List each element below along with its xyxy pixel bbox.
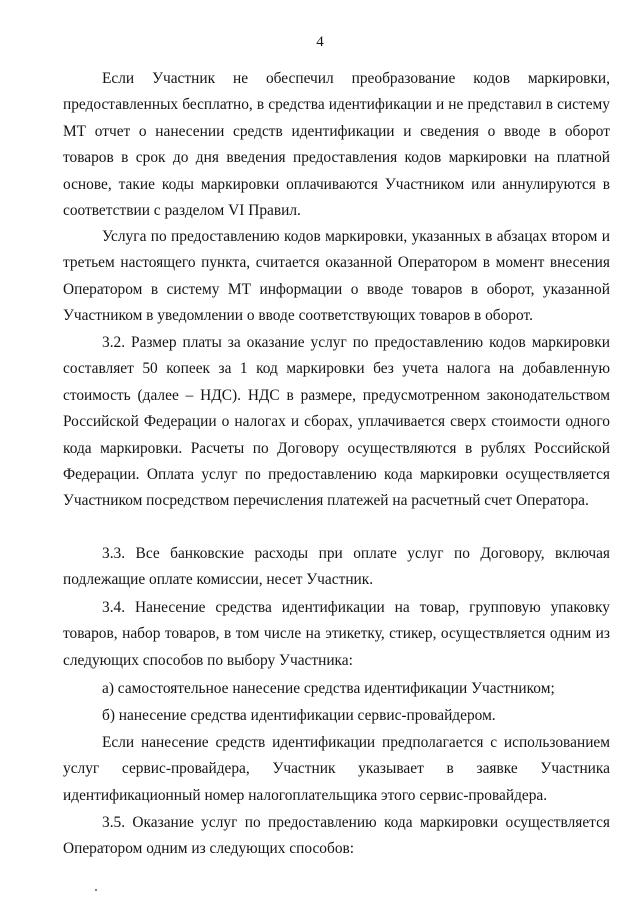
page-number: 4 [316,34,324,50]
list-item-a: а) самостоятельное нанесение средства идентификации Участником; [102,680,555,697]
scan-speck [95,889,97,891]
paragraph-3-4-application: 3.4. Нанесение средства идентификации на товар, групповую упаковку товаров, набор товаров, в том числе на этикетку, стикер, осуществляется одним из следующих способов по выбору Участника: [63,599,610,669]
paragraph-service-provider: Если нанесение средств идентификации предполагается с использованием услуг сервис-провайдера, Участник указывает в заявке Участника идентификационный номер налогоплательщика этого сервис-провайдера. [63,734,610,804]
paragraph-unpaid-codes: Если Участник не обеспечил преобразование кодов маркировки, предоставленных бесплатно, в средства идентификации и не представил в систему МТ отчет о нанесении средств идентификации и сведения о вводе в оборот товаров в срок до дня введения предоставления кодов маркировки на платной основе, такие коды маркировки оплачиваются Участником или аннулируются в соответствии с разделом VI Правил. [63,70,610,220]
paragraph-3-3-bank-costs: 3.3. Все банковские расходы при оплате услуг по Договору, включая подлежащие оплате комиссии, несет Участник. [63,545,610,589]
list-item-b: б) нанесение средства идентификации сервис-провайдером. [102,707,496,724]
paragraph-3-5-methods: 3.5. Оказание услуг по предоставлению кода маркировки осуществляется Оператором одним из следующих способов: [63,814,610,858]
paragraph-service-rendered: Услуга по предоставлению кодов маркировки, указанных в абзацах втором и третьем настоящего пункта, считается оказанной Оператором в момент внесения Оператором в систему МТ информации о вводе товаров в оборот, указанной Участником в уведомлении о вводе соответствующих товаров в оборот. [63,228,610,325]
paragraph-3-2-fee: 3.2. Размер платы за оказание услуг по предоставлению кодов маркировки составляет 50 копеек за 1 код маркировки без учета налога на добавленную стоимость (далее – НДС). НДС в размере, предусмотренном законодательством Российской Федерации о налогах и сборах, уплачивается сверх стоимости одного кода маркировки. Расчеты по Договору осуществляются в рублях Российской Федерации. Оплата услуг по предоставлению кода маркировки осуществляется Участником посредством перечисления платежей на расчетный счет Оператора. [63,334,610,510]
